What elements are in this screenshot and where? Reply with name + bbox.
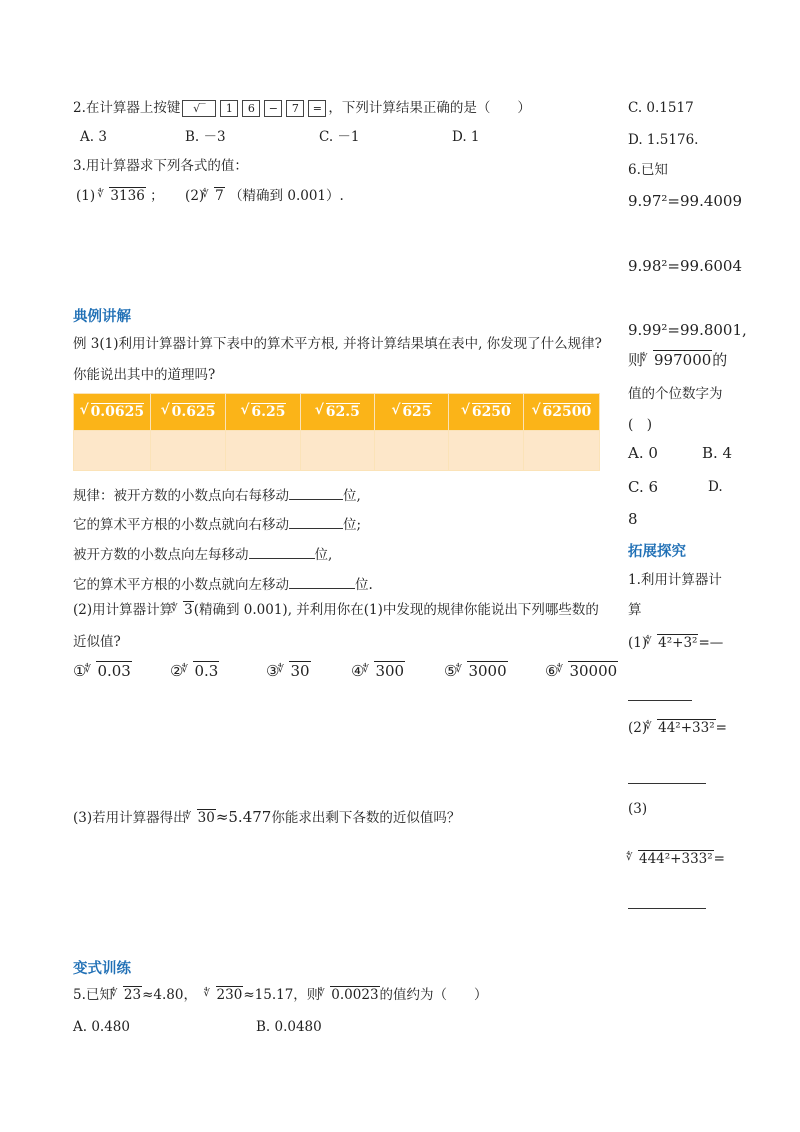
section-heading-examples: 典例讲解 bbox=[73, 309, 131, 325]
table-header-cell: √ 6250 bbox=[448, 394, 523, 431]
q2-option-b: B. －3 bbox=[185, 129, 226, 145]
table-header-cell: √ 6.25 bbox=[226, 394, 300, 431]
q2-prefix: 2.在计算器上按键 bbox=[73, 100, 181, 116]
answer-paren: ( ) bbox=[628, 417, 653, 433]
answer-cell[interactable] bbox=[523, 431, 599, 471]
rule-line-2: 它的算术平方根的小数点就向右移动 位; bbox=[73, 514, 361, 534]
answer-cell[interactable] bbox=[226, 431, 300, 471]
explore-1-part2: (2)∜ 44²+33²= bbox=[628, 719, 727, 737]
section-heading-practice: 变式训练 bbox=[73, 961, 131, 977]
answer-cell[interactable] bbox=[300, 431, 374, 471]
calc-key-6: 6 bbox=[242, 100, 260, 117]
q6-option-d-value: 8 bbox=[628, 510, 638, 528]
question-6-ask: 值的个位数字为 bbox=[628, 386, 723, 402]
answer-blank[interactable] bbox=[249, 544, 315, 559]
q2-suffix: ，下列计算结果正确的是（ ） bbox=[328, 100, 531, 116]
example-3-line1: 例 3(1)利用计算器计算下表中的算术平方根, 并将计算结果填在表中, 你发现了什么规律? bbox=[73, 336, 602, 352]
circled-item-3: ③∜ 30 bbox=[266, 662, 311, 680]
sqrt-table bbox=[73, 393, 600, 471]
sqrt-key: √‾ bbox=[182, 100, 216, 117]
rule-line-3: 被开方数的小数点向左每移动 位, bbox=[73, 544, 332, 564]
table-header-cell: √ 62.5 bbox=[300, 394, 374, 431]
circled-item-2: ②∜ 0.3 bbox=[170, 662, 219, 680]
q5-option-b: B. 0.0480 bbox=[256, 1019, 322, 1035]
table-header-cell: √ 0.625 bbox=[150, 394, 226, 431]
table-header-cell: √ 625 bbox=[375, 394, 449, 431]
q5-option-d: D. 1.5176. bbox=[628, 132, 699, 148]
section-heading-explore: 拓展探究 bbox=[628, 544, 686, 560]
part-3: (3)若用计算器得出∜ 30≈5.477你能求出剩下各数的近似值吗？ bbox=[73, 808, 460, 827]
q3-p1-radicand: 3136 bbox=[110, 188, 145, 204]
answer-blank[interactable] bbox=[628, 700, 692, 701]
equation-2: 9.98²=99.6004 bbox=[628, 257, 743, 275]
answer-blank[interactable] bbox=[289, 574, 355, 589]
answer-blank[interactable] bbox=[289, 514, 343, 529]
q2-option-a: A. 3 bbox=[80, 129, 107, 145]
answer-blank[interactable] bbox=[628, 783, 706, 784]
question-2 bbox=[73, 99, 531, 117]
q3-p1-label: (1) bbox=[76, 188, 96, 204]
root-symbol bbox=[99, 187, 145, 205]
answer-cell[interactable] bbox=[74, 431, 151, 471]
q3-p1-tail: ； bbox=[150, 188, 164, 204]
q5-option-c: C. 0.1517 bbox=[628, 100, 694, 116]
q6-option-d-label: D. bbox=[708, 479, 723, 495]
equation-3: 9.99²=99.8001, bbox=[628, 321, 747, 339]
example-3-line2: 你能说出其中的道理吗? bbox=[73, 367, 216, 383]
table-answer-row bbox=[74, 431, 600, 471]
equation-1: 9.97²=99.4009 bbox=[628, 192, 743, 210]
part-2-line2: 近似值? bbox=[73, 634, 121, 650]
explore-1-part3-label: (3) bbox=[628, 801, 648, 817]
q5-option-a: A. 0.480 bbox=[73, 1019, 130, 1035]
explore-1-line1: 1.利用计算器计 bbox=[628, 572, 722, 588]
q3-title: 3.用计算器求下列各式的值： bbox=[73, 158, 248, 174]
circled-item-6: ⑥∜ 30000 bbox=[545, 662, 618, 680]
q6-option-a: A. 0 bbox=[628, 444, 658, 462]
explore-1-line2: 算 bbox=[628, 602, 642, 618]
q3-p2-radicand: 7 bbox=[215, 188, 224, 204]
table-header-row bbox=[74, 394, 600, 431]
explore-1-part3: ∜ 444²+333²= bbox=[628, 850, 725, 868]
circled-item-5: ⑤∜ 3000 bbox=[444, 662, 508, 680]
calc-key-equals: = bbox=[308, 100, 326, 117]
calc-key-minus: − bbox=[264, 100, 282, 117]
table-header-cell: √ 62500 bbox=[523, 394, 599, 431]
answer-blank[interactable] bbox=[628, 908, 706, 909]
q2-option-c: C. －1 bbox=[319, 129, 360, 145]
q3-p2-label: (2) bbox=[185, 188, 205, 204]
root-symbol bbox=[204, 187, 225, 205]
q3-p2-tail: （精确到 0.001）. bbox=[229, 188, 344, 204]
answer-cell[interactable] bbox=[448, 431, 523, 471]
answer-blank[interactable] bbox=[289, 485, 343, 500]
circled-item-4: ④∜ 300 bbox=[351, 662, 405, 680]
question-6: 6.已知 bbox=[628, 162, 668, 178]
question-5: 5.已知∜ 23≈4.80， ∜ 230≈15.17，则∜ 0.0023的值约为（ ） bbox=[73, 986, 488, 1004]
calc-key-7: 7 bbox=[286, 100, 304, 117]
question-6-then: 则∜ 997000的 bbox=[628, 351, 727, 369]
circled-item-1: ①∜ 0.03 bbox=[73, 662, 132, 680]
explore-1-part1: (1)∜ 4²+3²=— bbox=[628, 634, 723, 652]
answer-cell[interactable] bbox=[150, 431, 226, 471]
rule-line-4: 它的算术平方根的小数点就向左移动 位. bbox=[73, 574, 373, 594]
q6-option-c: C. 6 bbox=[628, 478, 659, 496]
q3-parts bbox=[76, 187, 344, 205]
root-symbol: ∜ 30 bbox=[187, 809, 216, 827]
table-header-cell: √ 0.0625 bbox=[74, 394, 151, 431]
answer-cell[interactable] bbox=[375, 431, 449, 471]
q6-option-b: B. 4 bbox=[702, 444, 733, 462]
calc-key-1: 1 bbox=[220, 100, 238, 117]
rule-line-1: 规律：被开方数的小数点向右每移动 位, bbox=[73, 485, 361, 505]
q2-option-d: D. 1 bbox=[452, 129, 480, 145]
part-2-line1: (2)用计算器计算∜ 3(精确到 0.001), 并利用你在(1)中发现的规律你能说出下列哪些数的 bbox=[73, 601, 599, 619]
root-symbol: ∜ 3 bbox=[173, 601, 194, 619]
